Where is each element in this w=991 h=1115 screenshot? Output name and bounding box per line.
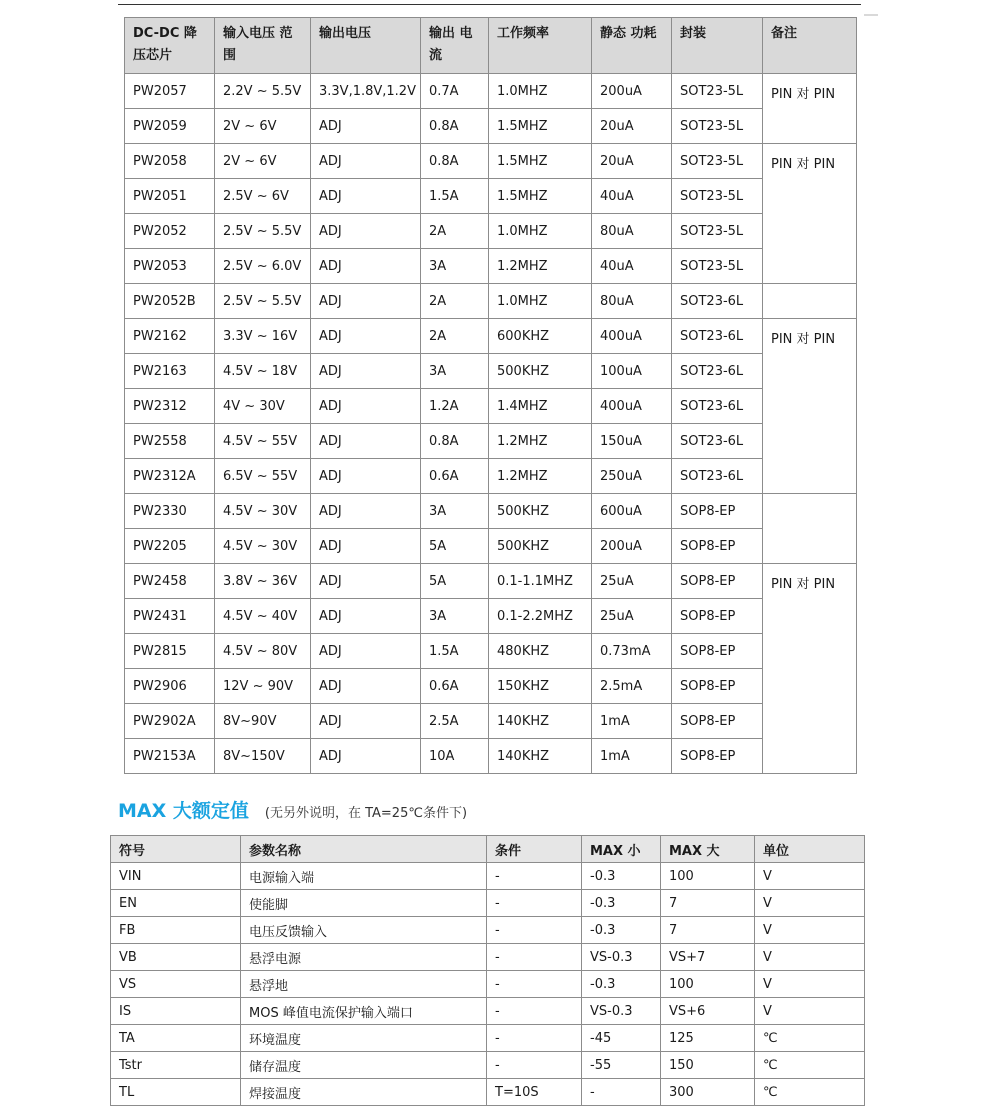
table-cell: 2.5V ~ 5.5V bbox=[215, 284, 311, 319]
table-cell: EN bbox=[111, 890, 241, 917]
table-cell: 150KHZ bbox=[489, 669, 592, 704]
table-row bbox=[111, 1079, 865, 1106]
table-cell: 300 bbox=[661, 1079, 755, 1106]
header-notes: 备注 bbox=[763, 18, 857, 74]
table-cell: 0.8A bbox=[421, 144, 489, 179]
table-cell: 200uA bbox=[592, 529, 672, 564]
table-cell: 2.5V ~ 5.5V bbox=[215, 214, 311, 249]
table-cell: 4.5V ~ 30V bbox=[215, 529, 311, 564]
table-cell: ADJ bbox=[311, 109, 421, 144]
table-row bbox=[125, 74, 857, 109]
table-cell: PW2902A bbox=[125, 704, 215, 739]
table-cell: ADJ bbox=[311, 354, 421, 389]
table-cell: TL bbox=[111, 1079, 241, 1106]
table-row bbox=[125, 634, 857, 669]
note-cell bbox=[763, 494, 857, 564]
header-condition: 条件 bbox=[487, 836, 582, 863]
table-cell: ADJ bbox=[311, 424, 421, 459]
table-cell: ADJ bbox=[311, 459, 421, 494]
table-cell: VS-0.3 bbox=[582, 998, 661, 1025]
table-cell: PW2057 bbox=[125, 74, 215, 109]
table-cell: V bbox=[755, 944, 865, 971]
table-cell: SOT23-5L bbox=[672, 249, 763, 284]
table-row bbox=[125, 214, 857, 249]
table-cell: SOT23-5L bbox=[672, 109, 763, 144]
table-cell: 200uA bbox=[592, 74, 672, 109]
table-cell: - bbox=[487, 890, 582, 917]
table-row bbox=[125, 459, 857, 494]
table-cell: -0.3 bbox=[582, 917, 661, 944]
table-cell: -0.3 bbox=[582, 890, 661, 917]
table-cell: 100uA bbox=[592, 354, 672, 389]
table-row bbox=[125, 704, 857, 739]
table-cell: 0.7A bbox=[421, 74, 489, 109]
table-cell: 3A bbox=[421, 494, 489, 529]
table-cell: 100 bbox=[661, 863, 755, 890]
header-symbol: 符号 bbox=[111, 836, 241, 863]
table-cell: V bbox=[755, 998, 865, 1025]
table-cell: ℃ bbox=[755, 1025, 865, 1052]
max-rating-table bbox=[110, 835, 865, 1106]
table-cell: MOS 峰值电流保护输入端口 bbox=[241, 998, 487, 1025]
table-cell: 1.5MHZ bbox=[489, 179, 592, 214]
table-cell: 悬浮电源 bbox=[241, 944, 487, 971]
table-cell: PW2431 bbox=[125, 599, 215, 634]
table-cell: 2.5A bbox=[421, 704, 489, 739]
table-cell: Tstr bbox=[111, 1052, 241, 1079]
table-cell: 8V~150V bbox=[215, 739, 311, 774]
table-cell: SOT23-6L bbox=[672, 284, 763, 319]
table-cell: ADJ bbox=[311, 144, 421, 179]
table-cell: 400uA bbox=[592, 389, 672, 424]
table-cell: 4.5V ~ 18V bbox=[215, 354, 311, 389]
max-rating-heading bbox=[118, 796, 467, 823]
header-frequency: 工作频率 bbox=[489, 18, 592, 74]
note-cell: PIN 对 PIN bbox=[763, 74, 857, 144]
table-cell: ADJ bbox=[311, 249, 421, 284]
table-cell: 0.73mA bbox=[592, 634, 672, 669]
table-cell: 0.1-2.2MHZ bbox=[489, 599, 592, 634]
table-cell: ADJ bbox=[311, 179, 421, 214]
table-cell: 7 bbox=[661, 890, 755, 917]
header-output-current: 输出 电流 bbox=[421, 18, 489, 74]
header-max: MAX 大 bbox=[661, 836, 755, 863]
table-row bbox=[125, 109, 857, 144]
table-cell: SOP8-EP bbox=[672, 564, 763, 599]
table-cell: PW2163 bbox=[125, 354, 215, 389]
table-cell: ADJ bbox=[311, 529, 421, 564]
table-cell: PW2052 bbox=[125, 214, 215, 249]
table-cell: 1.2A bbox=[421, 389, 489, 424]
table-cell: VS-0.3 bbox=[582, 944, 661, 971]
table-cell: 0.8A bbox=[421, 424, 489, 459]
table-cell: 2.2V ~ 5.5V bbox=[215, 74, 311, 109]
table-cell: -0.3 bbox=[582, 971, 661, 998]
table-row bbox=[111, 1025, 865, 1052]
table-cell: PW2558 bbox=[125, 424, 215, 459]
table-cell: - bbox=[487, 863, 582, 890]
max-rating-subtitle: (无另外说明，在 TA=25℃条件下) bbox=[264, 806, 468, 821]
table-cell: ADJ bbox=[311, 704, 421, 739]
table-cell: VS bbox=[111, 971, 241, 998]
table-row bbox=[125, 284, 857, 319]
table-row bbox=[125, 389, 857, 424]
note-cell: PIN 对 PIN bbox=[763, 564, 857, 774]
table-cell: 0.6A bbox=[421, 669, 489, 704]
table-cell: 5A bbox=[421, 564, 489, 599]
table-cell: SOT23-6L bbox=[672, 459, 763, 494]
table-cell: PW2330 bbox=[125, 494, 215, 529]
table-cell: 3A bbox=[421, 599, 489, 634]
table-cell: SOP8-EP bbox=[672, 669, 763, 704]
table-row bbox=[125, 249, 857, 284]
table-cell: 3.8V ~ 36V bbox=[215, 564, 311, 599]
table-cell: 500KHZ bbox=[489, 494, 592, 529]
table-row bbox=[111, 917, 865, 944]
table-cell: 3.3V ~ 16V bbox=[215, 319, 311, 354]
table-cell: SOT23-6L bbox=[672, 319, 763, 354]
table-cell: 储存温度 bbox=[241, 1052, 487, 1079]
table-cell: 25uA bbox=[592, 564, 672, 599]
table-row bbox=[125, 424, 857, 459]
table-cell: ADJ bbox=[311, 284, 421, 319]
table-cell: V bbox=[755, 917, 865, 944]
table-cell: PW2058 bbox=[125, 144, 215, 179]
table-cell: ADJ bbox=[311, 494, 421, 529]
table-cell: 2V ~ 6V bbox=[215, 144, 311, 179]
table-cell: - bbox=[487, 971, 582, 998]
table-cell: PW2051 bbox=[125, 179, 215, 214]
table-cell: 环境温度 bbox=[241, 1025, 487, 1052]
table-cell: 80uA bbox=[592, 284, 672, 319]
table-cell: -0.3 bbox=[582, 863, 661, 890]
table-cell: VS+6 bbox=[661, 998, 755, 1025]
table-cell: SOT23-5L bbox=[672, 214, 763, 249]
table-cell: ℃ bbox=[755, 1079, 865, 1106]
table-cell: PW2162 bbox=[125, 319, 215, 354]
table-cell: -55 bbox=[582, 1052, 661, 1079]
table-cell: 40uA bbox=[592, 179, 672, 214]
header-min: MAX 小 bbox=[582, 836, 661, 863]
header-parameter: 参数名称 bbox=[241, 836, 487, 863]
table-cell: 2A bbox=[421, 319, 489, 354]
table-cell: IS bbox=[111, 998, 241, 1025]
table-row bbox=[125, 319, 857, 354]
table-cell: FB bbox=[111, 917, 241, 944]
table-cell: PW2906 bbox=[125, 669, 215, 704]
table-cell: PW2053 bbox=[125, 249, 215, 284]
table-cell: ADJ bbox=[311, 599, 421, 634]
table-cell: 40uA bbox=[592, 249, 672, 284]
table-cell: V bbox=[755, 863, 865, 890]
scroll-marker bbox=[864, 14, 878, 16]
table-cell: 焊接温度 bbox=[241, 1079, 487, 1106]
table-cell: 2V ~ 6V bbox=[215, 109, 311, 144]
table-cell: 4.5V ~ 55V bbox=[215, 424, 311, 459]
table-cell: 80uA bbox=[592, 214, 672, 249]
table-row bbox=[111, 944, 865, 971]
table-cell: 2.5V ~ 6V bbox=[215, 179, 311, 214]
table-row bbox=[125, 354, 857, 389]
table-cell: 0.8A bbox=[421, 109, 489, 144]
table-cell: 1.2MHZ bbox=[489, 249, 592, 284]
table-cell: 480KHZ bbox=[489, 634, 592, 669]
table-cell: V bbox=[755, 890, 865, 917]
table-cell: 悬浮地 bbox=[241, 971, 487, 998]
table-cell: PW2458 bbox=[125, 564, 215, 599]
table-cell: 1.5A bbox=[421, 179, 489, 214]
table-cell: 2A bbox=[421, 284, 489, 319]
table-cell: SOP8-EP bbox=[672, 599, 763, 634]
table-row bbox=[125, 564, 857, 599]
table-cell: SOP8-EP bbox=[672, 739, 763, 774]
table-cell: PW2312A bbox=[125, 459, 215, 494]
table-cell: ADJ bbox=[311, 634, 421, 669]
table-cell: 12V ~ 90V bbox=[215, 669, 311, 704]
table-cell: 3A bbox=[421, 249, 489, 284]
table-cell: 7 bbox=[661, 917, 755, 944]
table-cell: - bbox=[487, 998, 582, 1025]
header-quiescent: 静态 功耗 bbox=[592, 18, 672, 74]
table-row bbox=[125, 739, 857, 774]
table-cell: 1.5MHZ bbox=[489, 109, 592, 144]
chip-table-header-row bbox=[125, 18, 857, 74]
table-cell: 150 bbox=[661, 1052, 755, 1079]
header-unit: 单位 bbox=[755, 836, 865, 863]
table-cell: 140KHZ bbox=[489, 739, 592, 774]
table-row bbox=[111, 1052, 865, 1079]
header-input-voltage: 输入电压 范围 bbox=[215, 18, 311, 74]
table-cell: VS+7 bbox=[661, 944, 755, 971]
header-chip: DC-DC 降压芯片 bbox=[125, 18, 215, 74]
table-row bbox=[111, 890, 865, 917]
table-cell: VB bbox=[111, 944, 241, 971]
table-cell: 500KHZ bbox=[489, 354, 592, 389]
table-row bbox=[111, 863, 865, 890]
table-cell: 140KHZ bbox=[489, 704, 592, 739]
table-row bbox=[125, 494, 857, 529]
table-cell: PW2153A bbox=[125, 739, 215, 774]
table-cell: - bbox=[582, 1079, 661, 1106]
table-cell: PW2312 bbox=[125, 389, 215, 424]
table-cell: PW2205 bbox=[125, 529, 215, 564]
table-cell: - bbox=[487, 1025, 582, 1052]
table-cell: 600uA bbox=[592, 494, 672, 529]
table-cell: PW2052B bbox=[125, 284, 215, 319]
table-cell: SOT23-6L bbox=[672, 354, 763, 389]
table-cell: T=10S bbox=[487, 1079, 582, 1106]
note-cell bbox=[763, 284, 857, 319]
dc-dc-chip-table bbox=[124, 17, 857, 774]
table-cell: ADJ bbox=[311, 564, 421, 599]
table-cell: SOT23-5L bbox=[672, 74, 763, 109]
table-cell: 250uA bbox=[592, 459, 672, 494]
table-cell: TA bbox=[111, 1025, 241, 1052]
top-rule bbox=[118, 4, 861, 5]
table-cell: 1.0MHZ bbox=[489, 214, 592, 249]
table-cell: 500KHZ bbox=[489, 529, 592, 564]
table-cell: 10A bbox=[421, 739, 489, 774]
table-row bbox=[125, 529, 857, 564]
table-cell: SOT23-5L bbox=[672, 144, 763, 179]
table-cell: 1.0MHZ bbox=[489, 284, 592, 319]
table-cell: 0.1-1.1MHZ bbox=[489, 564, 592, 599]
table-cell: SOP8-EP bbox=[672, 704, 763, 739]
table-cell: 1.5MHZ bbox=[489, 144, 592, 179]
table-cell: ADJ bbox=[311, 739, 421, 774]
table-cell: SOT23-6L bbox=[672, 424, 763, 459]
table-cell: 3A bbox=[421, 354, 489, 389]
table-cell: SOP8-EP bbox=[672, 494, 763, 529]
table-cell: 4V ~ 30V bbox=[215, 389, 311, 424]
max-rating-title: MAX 大额定值 bbox=[118, 800, 249, 822]
table-row bbox=[125, 599, 857, 634]
table-row bbox=[111, 971, 865, 998]
table-cell: SOT23-5L bbox=[672, 179, 763, 214]
table-cell: ADJ bbox=[311, 669, 421, 704]
table-cell: ADJ bbox=[311, 214, 421, 249]
table-cell: SOP8-EP bbox=[672, 529, 763, 564]
table-cell: 电压反馈输入 bbox=[241, 917, 487, 944]
table-cell: 1.2MHZ bbox=[489, 459, 592, 494]
table-cell: 2.5V ~ 6.0V bbox=[215, 249, 311, 284]
table-cell: 100 bbox=[661, 971, 755, 998]
table-cell: 20uA bbox=[592, 144, 672, 179]
table-cell: 6.5V ~ 55V bbox=[215, 459, 311, 494]
table-cell: -45 bbox=[582, 1025, 661, 1052]
table-cell: PW2059 bbox=[125, 109, 215, 144]
table-cell: 150uA bbox=[592, 424, 672, 459]
table-cell: PW2815 bbox=[125, 634, 215, 669]
table-cell: - bbox=[487, 917, 582, 944]
table-cell: SOT23-6L bbox=[672, 389, 763, 424]
table-row bbox=[125, 179, 857, 214]
table-cell: 1.4MHZ bbox=[489, 389, 592, 424]
note-cell: PIN 对 PIN bbox=[763, 319, 857, 494]
table-cell: 3.3V,1.8V,1.2V bbox=[311, 74, 421, 109]
table-cell: ADJ bbox=[311, 389, 421, 424]
table-row bbox=[111, 998, 865, 1025]
table-cell: VIN bbox=[111, 863, 241, 890]
table-cell: 1.0MHZ bbox=[489, 74, 592, 109]
note-cell: PIN 对 PIN bbox=[763, 144, 857, 284]
header-output-voltage: 输出电压 bbox=[311, 18, 421, 74]
table-cell: 8V~90V bbox=[215, 704, 311, 739]
table-cell: 1mA bbox=[592, 739, 672, 774]
table-cell: 20uA bbox=[592, 109, 672, 144]
table-cell: 1.2MHZ bbox=[489, 424, 592, 459]
table-cell: 25uA bbox=[592, 599, 672, 634]
table-cell: SOP8-EP bbox=[672, 634, 763, 669]
table-cell: 400uA bbox=[592, 319, 672, 354]
table-cell: 1.5A bbox=[421, 634, 489, 669]
table-cell: ADJ bbox=[311, 319, 421, 354]
table-row bbox=[125, 144, 857, 179]
table-cell: - bbox=[487, 1052, 582, 1079]
header-package: 封装 bbox=[672, 18, 763, 74]
table-cell: - bbox=[487, 944, 582, 971]
table-cell: 2A bbox=[421, 214, 489, 249]
table-cell: 5A bbox=[421, 529, 489, 564]
table-cell: 4.5V ~ 80V bbox=[215, 634, 311, 669]
table-cell: 2.5mA bbox=[592, 669, 672, 704]
table-cell: 600KHZ bbox=[489, 319, 592, 354]
table-cell: 125 bbox=[661, 1025, 755, 1052]
table-cell: 使能脚 bbox=[241, 890, 487, 917]
table-cell: 4.5V ~ 40V bbox=[215, 599, 311, 634]
table-cell: 电源输入端 bbox=[241, 863, 487, 890]
table-cell: 1mA bbox=[592, 704, 672, 739]
max-table-header-row bbox=[111, 836, 865, 863]
table-cell: 0.6A bbox=[421, 459, 489, 494]
table-cell: 4.5V ~ 30V bbox=[215, 494, 311, 529]
table-row bbox=[125, 669, 857, 704]
table-cell: V bbox=[755, 971, 865, 998]
table-cell: ℃ bbox=[755, 1052, 865, 1079]
